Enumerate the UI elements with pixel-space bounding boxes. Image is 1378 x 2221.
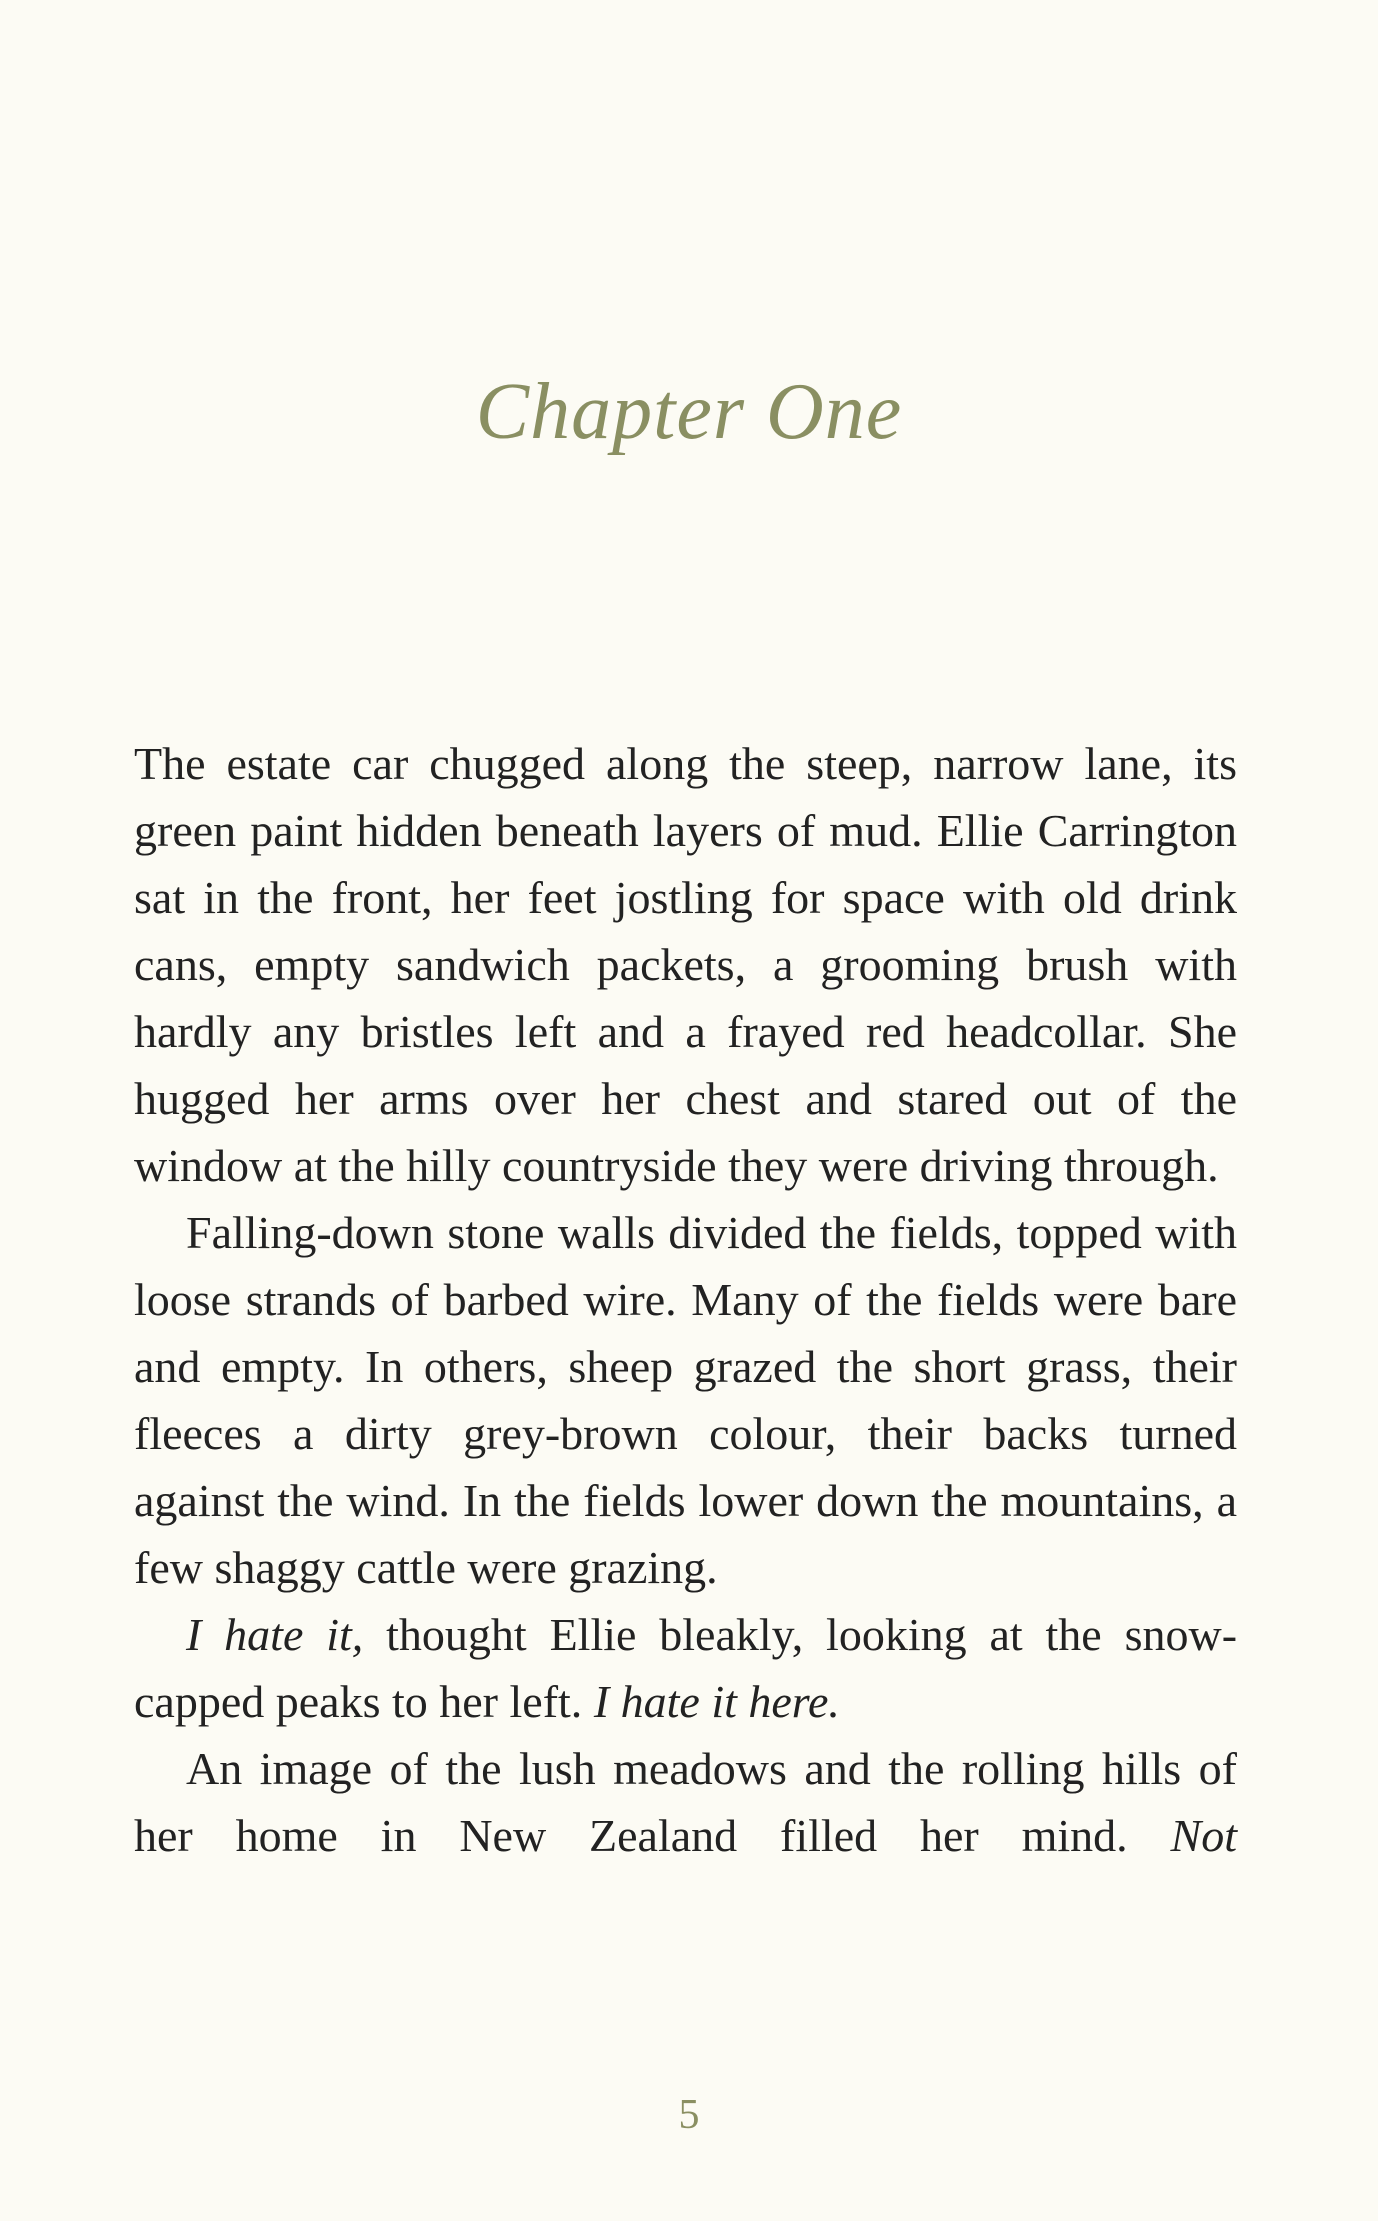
paragraph-3-text: thought Ellie bleakly, looking at the snow-capped peaks to her left. xyxy=(134,1609,1238,1727)
paragraph-2-text: Falling-down stone walls divided the fields, topped with loose strands of barbed wire. Many of the fields were bare and empty. In others, sheep grazed the short grass, their fleeces a dirty grey-brown colour, their backs turned against the wind. In the fields lower down the mountains, a few shaggy cattle were grazing. xyxy=(134,1207,1237,1593)
chapter-body xyxy=(134,730,1237,1869)
paragraph-4-text: An image of the lush meadows and the rolling hills of her home in New Zealand filled her mind. xyxy=(134,1743,1237,1861)
paragraph-4-italic: Not xyxy=(1170,1810,1237,1861)
page-number: 5 xyxy=(678,2092,700,2138)
paragraph-3-italic-thought: I hate it, xyxy=(186,1609,364,1660)
chapter-title: Chapter One xyxy=(475,368,903,456)
paragraph-1-text: The estate car chugged along the steep, narrow lane, its green paint hidden beneath layers of mud. Ellie Carrington sat in the front, her feet jostling for space with old drink cans, empty sandwich packets, a grooming brush with hardly any bristles left and a frayed red headcollar. She hugged her arms over her chest and stared out of the window at the hilly countryside they were driving through. xyxy=(134,738,1237,1191)
paragraph-4 xyxy=(134,1735,1237,1869)
paragraph-1 xyxy=(134,730,1237,1199)
paragraph-3-italic-thought-2: I hate it here. xyxy=(593,1676,840,1727)
paragraph-2 xyxy=(134,1199,1237,1601)
paragraph-3 xyxy=(134,1601,1237,1735)
